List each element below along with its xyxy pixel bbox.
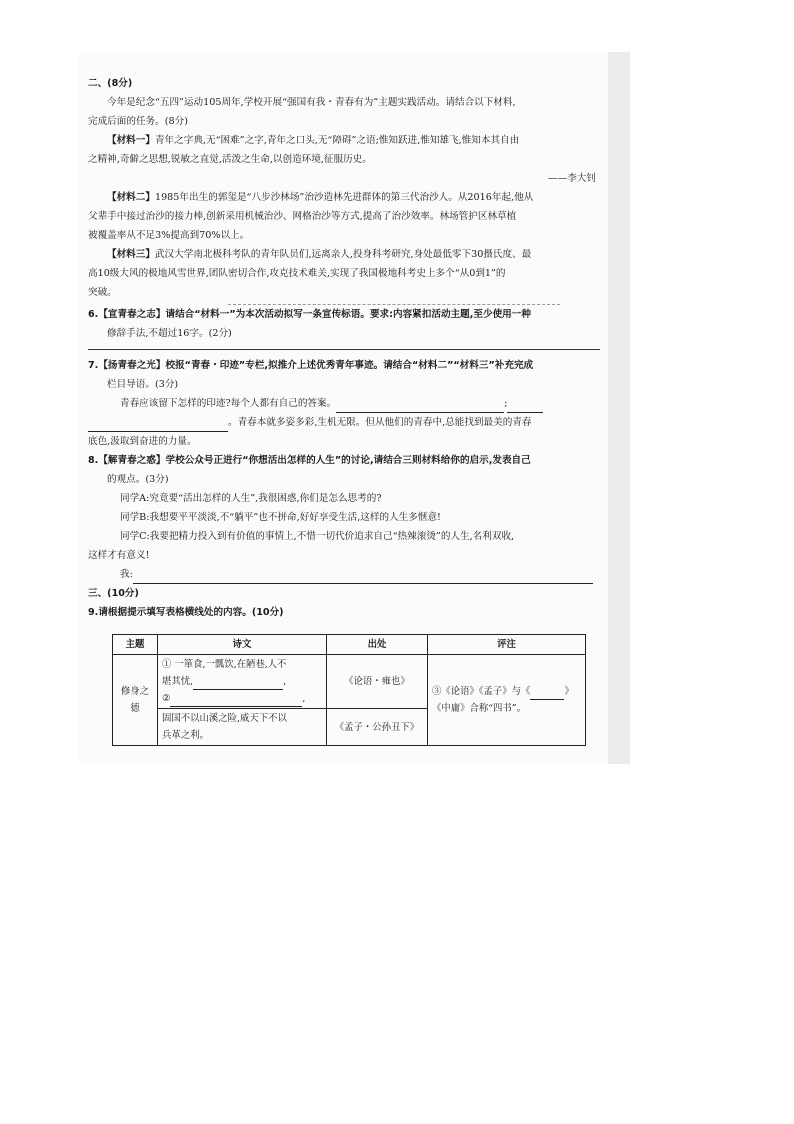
material3-line3: 突破。 — [88, 287, 117, 298]
note-text-1a: ③《论语》《孟子》与《 — [432, 686, 531, 697]
question8-answer-blank[interactable] — [133, 571, 593, 584]
material1-label: 【材料一】 — [107, 135, 155, 146]
question8-me-line — [88, 565, 600, 584]
section2-intro-line1: 今年是纪念“五四”运动105周年,学校开展“强国有我・青春有为”主题实践活动。请结合以下材料, — [107, 97, 516, 108]
question7-line4 — [88, 413, 600, 432]
table-header-poem: 诗文 — [158, 635, 327, 655]
material1-author: ——李大钊 — [548, 173, 596, 184]
question9-table — [112, 634, 586, 746]
question7-blank-2[interactable] — [507, 400, 543, 413]
poem1-blank[interactable] — [193, 677, 283, 690]
question8-student-c2: 这样才有意义! — [88, 550, 150, 561]
table-row — [113, 655, 586, 709]
poem1-line-b: 堪其忧, , — [162, 673, 322, 690]
table-header-theme: 主题 — [113, 635, 158, 655]
poem2-blank[interactable] — [170, 694, 302, 707]
material2-line3: 被覆盖率从不足3%提高到70%以上。 — [88, 230, 250, 241]
material3-line2: 高10级大风的极地风雪世界,团队密切合作,攻克技术难关,实现了我国极地科考史上多个“从0到1”的 — [88, 268, 506, 279]
table-header-source: 出处 — [327, 635, 428, 655]
question7-line5: 底色,汲取到奋进的力量。 — [88, 436, 197, 447]
question7-line2: 栏目导语。(3分) — [107, 379, 179, 390]
material3-label: 【材料三】 — [107, 249, 155, 260]
question7-line1: 7.【扬青春之光】校报“青春・印迹”专栏,拟推介上述优秀青年事迹。请结合“材料二”“材料三”补充完成 — [88, 360, 534, 371]
question8-student-b: 同学B:我想要平平淡淡,不“躺平”也不拼命,好好享受生活,这样的人生多惬意! — [120, 512, 441, 523]
material1-line1 — [88, 131, 600, 150]
poem3-line-a: 固国不以山溪之险,威天下不以 — [162, 713, 287, 724]
table-poem-cell-2 — [158, 709, 327, 746]
poem1-text-b: 堪其忧, — [162, 676, 194, 687]
note-line-1 — [432, 683, 581, 700]
poem1-line-a: ① 一箪食,一瓢饮,在陋巷,人不 — [162, 659, 287, 670]
material3-text1: 武汉大学南北极科考队的青年队员们,远离亲人,投身科考研究,身处最低零下30摄氏度、最 — [154, 249, 532, 260]
section3-heading: 三、(10分) — [88, 588, 139, 599]
question7-blank-1[interactable] — [336, 400, 504, 413]
poem2-label: ② — [162, 693, 171, 704]
note-line-2: 《中庸》合称“四书”。 — [432, 703, 526, 714]
question8-me-label: 我: — [120, 569, 133, 580]
question6-line1: 6.【宣青春之志】请结合“材料一”为本次活动拟写一条宣传标语。要求:内容紧扣活动主题,至少使用一种 — [88, 309, 531, 320]
question8-line1: 8.【解青春之惑】学校公众号正进行“你想活出怎样的人生”的讨论,请结合三则材料给你的启示,发表自己 — [88, 455, 531, 466]
table-note-cell — [428, 655, 586, 746]
material1-text1: 青年之字典,无“困难”之字,青年之口头,无“障碍”之语;惟知跃进,惟知雄飞,惟知本其自由 — [154, 135, 520, 146]
scan-edge-shadow — [608, 52, 630, 764]
question8-line2: 的观点。(3分) — [107, 474, 169, 485]
material2-label: 【材料二】 — [107, 192, 155, 203]
question7-line3: 青春应该留下怎样的印迹?每个人都有自己的答案。 ; — [88, 394, 600, 413]
question7-prompt: 青春应该留下怎样的印迹?每个人都有自己的答案。 — [120, 398, 337, 409]
material2-text1: 1985年出生的郭玺是“八步沙林场”治沙造林先进群体的第三代治沙人。从2016年起,他从 — [154, 192, 534, 203]
question7-text4: 。青春本就多姿多彩,生机无限。但从他们的青春中,总能找到最美的青春 — [228, 417, 532, 428]
table-source-cell-1: 《论语・雍也》 — [327, 655, 428, 709]
question7-blank-3[interactable] — [88, 419, 228, 432]
poem3-line-b: 兵革之利。 — [162, 730, 209, 741]
material2-line2: 父辈手中接过治沙的接力棒,创新采用机械治沙、网格治沙等方式,提高了治沙效率。林场管护区林草植 — [88, 211, 517, 222]
question6-answer-line[interactable] — [88, 343, 600, 350]
note-text-1b: 》 — [564, 686, 574, 697]
question8-student-c1: 同学C:我要把精力投入到有价值的事情上,不惜一切代价追求自己“热辣滚烫”的人生,名利双收, — [120, 531, 515, 542]
table-header-row — [113, 635, 586, 655]
table-header-note: 评注 — [428, 635, 586, 655]
question6-line2: 修辞手法,不超过16字。(2分) — [107, 328, 232, 339]
table-poem-cell-1 — [158, 655, 327, 709]
question9-line: 9.请根据提示填写表格横线处的内容。(10分) — [88, 607, 284, 618]
table-theme-cell: 修身之德 — [113, 655, 158, 746]
question8-student-a: 同学A:究竟要“活出怎样的人生”,我很困惑,你们是怎么思考的? — [120, 493, 382, 504]
material3-line1 — [88, 245, 600, 264]
poem2-line: ② , — [162, 690, 322, 707]
material1-line2: 之精神,奇僻之思想,锐敏之直觉,活泼之生命,以创造环境,征服历史。 — [88, 154, 372, 165]
section2-heading: 二、(8分) — [88, 78, 133, 89]
note-blank[interactable] — [530, 687, 564, 700]
table-source-cell-2: 《孟子・公孙丑下》 — [327, 709, 428, 746]
section2-intro-line2: 完成后面的任务。(8分) — [88, 116, 188, 127]
material2-line1 — [88, 188, 600, 207]
exam-content — [88, 74, 600, 622]
